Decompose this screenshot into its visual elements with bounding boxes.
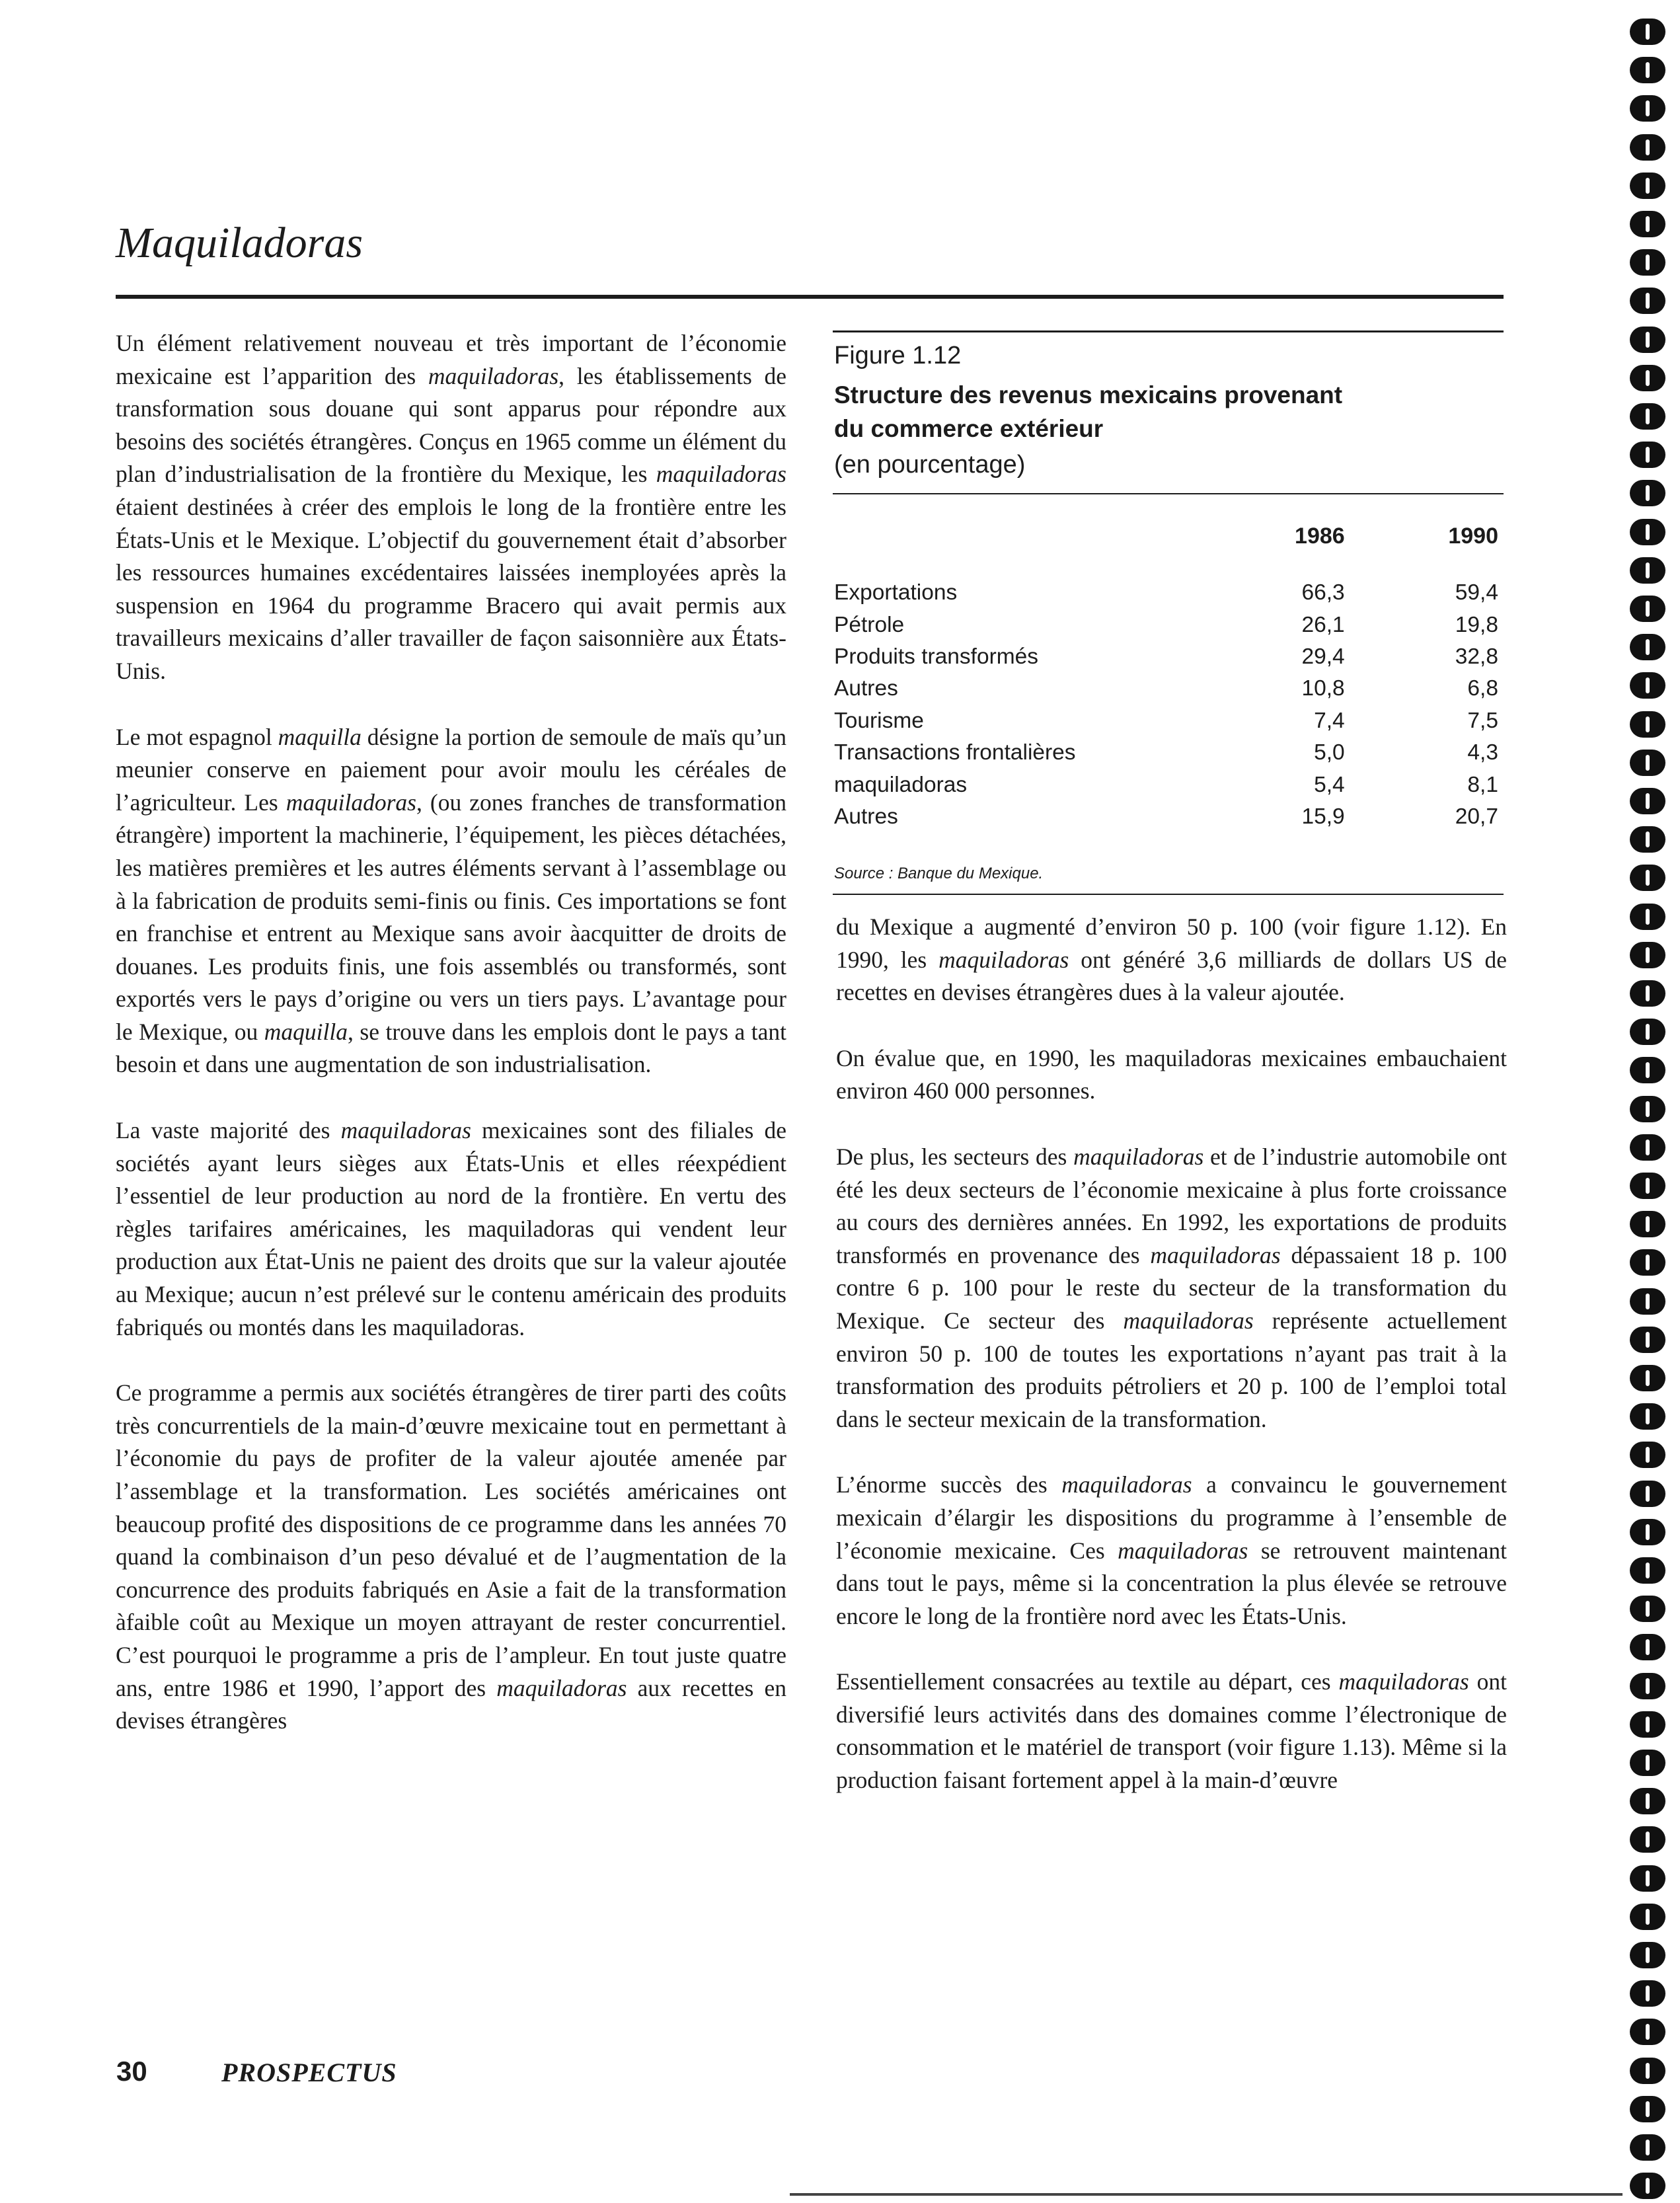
binding-hole	[1630, 942, 1665, 968]
figure-source: Source : Banque du Mexique.	[834, 865, 1044, 882]
binding-hole	[1630, 1442, 1665, 1468]
binding-hole	[1630, 1557, 1665, 1584]
binding-hole	[1630, 2058, 1665, 2084]
figure-rule-top	[833, 330, 1504, 332]
value-1986: 7,4	[1314, 708, 1345, 733]
binding-hole	[1630, 2019, 1665, 2045]
figure-table	[834, 523, 1498, 833]
binding-hole	[1630, 2096, 1665, 2122]
row-label: Autres	[834, 804, 898, 829]
binding-hole	[1630, 1134, 1665, 1161]
value-1990: 59,4	[1455, 580, 1498, 605]
table-header-row	[834, 523, 1498, 560]
paragraph: Le mot espagnol maquilla désigne la portion de semoule de maïs qu’un meunier conserve en paiement pour avoir moulu les céréales de l’agriculteur. Les maquiladoras, (ou zones franches de transformation étrangère) importent la machinerie, l’équipement, les pièces détachées, les matières premières et les autres éléments servant à l’assemblage ou à la fabrication de produits semi-finis ou finis. Ces importations se font en franchise et entrent au Mexique sans avoir àacquitter de droits de douanes. Les produits finis, une fois assemblés ou transformés, sont exportés vers le pays d’origine ou vers un tiers pays. L’avantage pour le Mexique, ou maquilla, se trouve dans les emplois dont le pays a tant besoin et dans une augmentation de son industrialisation.	[116, 723, 787, 1078]
table-body	[834, 560, 1498, 833]
binding-hole	[1630, 1519, 1665, 1545]
figure-rule-bottom	[833, 894, 1504, 895]
figure-label: Figure 1.12	[834, 342, 962, 369]
value-1986: 5,4	[1314, 772, 1345, 797]
binding-hole	[1630, 403, 1665, 430]
binding-hole	[1630, 1288, 1665, 1315]
binding-hole	[1630, 1865, 1665, 1892]
binding-hole	[1630, 1826, 1665, 1853]
binding-hole	[1630, 1019, 1665, 1045]
binding-hole	[1630, 711, 1665, 738]
binding-hole	[1630, 826, 1665, 853]
binding-hole	[1630, 365, 1665, 391]
binding-hole	[1630, 1481, 1665, 1507]
binding-hole	[1630, 1788, 1665, 1814]
value-1986: 5,0	[1314, 740, 1345, 765]
row-label: Transactions frontalières	[834, 740, 1076, 765]
title-rule	[116, 295, 1504, 299]
table-row	[834, 801, 1498, 833]
value-1990: 19,8	[1455, 612, 1498, 637]
binding-hole	[1630, 980, 1665, 1007]
binding-holes	[1630, 0, 1669, 2203]
row-label: Pétrole	[834, 612, 905, 637]
binding-hole	[1630, 1634, 1665, 1660]
binding-hole	[1630, 1057, 1665, 1083]
binding-hole	[1630, 1942, 1665, 1968]
value-1990: 4,3	[1467, 740, 1498, 765]
table-row	[834, 737, 1498, 769]
binding-hole	[1630, 249, 1665, 276]
row-label: Exportations	[834, 580, 958, 605]
header-blank	[834, 523, 1181, 560]
binding-hole	[1630, 1211, 1665, 1237]
page-edge-line	[790, 2193, 1623, 2196]
binding-hole	[1630, 95, 1665, 122]
value-1986: 15,9	[1301, 804, 1345, 829]
page-title: Maquiladoras	[116, 219, 363, 267]
value-1990: 6,8	[1467, 676, 1498, 701]
row-label: Tourisme	[834, 708, 924, 733]
figure-title	[834, 378, 1502, 445]
table-row	[834, 673, 1498, 705]
table-row	[834, 769, 1498, 800]
figure-title-line: Structure des revenus mexicains provenant	[834, 381, 1343, 408]
binding-hole	[1630, 327, 1665, 353]
binding-hole	[1630, 596, 1665, 622]
binding-hole	[1630, 480, 1665, 506]
binding-hole	[1630, 557, 1665, 584]
value-1990: 20,7	[1455, 804, 1498, 829]
binding-hole	[1630, 1249, 1665, 1276]
row-label: maquiladoras	[834, 772, 968, 797]
binding-hole	[1630, 1173, 1665, 1199]
value-1990: 8,1	[1467, 772, 1498, 797]
binding-hole	[1630, 1904, 1665, 1930]
column-header: 1990	[1448, 523, 1498, 549]
binding-hole	[1630, 1403, 1665, 1430]
binding-hole	[1630, 2173, 1665, 2199]
binding-hole	[1630, 134, 1665, 161]
binding-hole	[1630, 1096, 1665, 1122]
table-row	[834, 641, 1498, 673]
binding-hole	[1630, 672, 1665, 699]
binding-hole	[1630, 519, 1665, 545]
paragraph: De plus, les secteurs des maquiladoras et de l’industrie automobile ont été les deux secteurs de l’économie mexicaine à plus forte croissance au cours des dernières années. En 1992, les exportations de produits transformés en provenance des maquiladoras dépassaient 18 p. 100 contre 6 p. 100 pour le reste du secteur de la transformation du Mexique. Ce secteur des maquiladoras représente actuellement environ 50 p. 100 de toutes les exportations n’ayant pas trait à la transformation des produits pétroliers et 20 p. 100 de l’emploi total dans le secteur mexicain de la transformation.	[836, 1143, 1507, 1432]
binding-hole	[1630, 442, 1665, 468]
page-number: 30	[116, 2056, 147, 2087]
binding-hole	[1630, 57, 1665, 83]
binding-hole	[1630, 904, 1665, 930]
right-column	[836, 911, 1507, 1830]
value-1986: 29,4	[1301, 644, 1345, 669]
value-1990: 7,5	[1467, 708, 1498, 733]
value-1986: 26,1	[1301, 612, 1345, 637]
column-header: 1986	[1295, 523, 1345, 549]
binding-hole	[1630, 1711, 1665, 1738]
binding-hole	[1630, 1327, 1665, 1353]
paragraph: du Mexique a augmenté d’environ 50 p. 100 (voir figure 1.12). En 1990, les maquiladoras ont généré 3,6 milliards de dollars US de recettes en devises étrangères dues à la valeur ajoutée.	[836, 913, 1507, 1006]
binding-hole	[1630, 1673, 1665, 1699]
binding-hole	[1630, 1596, 1665, 1622]
binding-hole	[1630, 211, 1665, 237]
binding-hole	[1630, 865, 1665, 891]
value-1986: 66,3	[1301, 580, 1345, 605]
paragraph: Un élément relativement nouveau et très important de l’économie mexicaine est l’apparition des maquiladoras, les établissements de transformation sous douane qui sont apparus pour répondre aux besoins des sociétés étrangères. Conçus en 1965 comme un élément du plan d’industrialisation de la frontière du Mexique, les maquiladoras étaient destinées à créer des emplois le long de la frontière entre les États-Unis et le Mexique. L’objectif du gouvernement était d’absorber les ressources humaines excédentaires laissées inemployées après la suspension en 1964 du programme Bracero qui avait permis aux travailleurs mexicains d’aller travailler de façon saisonnière aux États-Unis.	[116, 330, 787, 684]
paragraph: La vaste majorité des maquiladoras mexicaines sont des filiales de sociétés ayant leurs sièges aux États-Unis et elles réexpédient l’essentiel de leur production au nord de la frontière. En vertu des règles tarifaires américaines, les maquiladoras qui vendent leur production aux État-Unis ne paient des droits que sur la valeur ajoutée au Mexique; aucun n’est prélevé sur le contenu américain des produits fabriqués ou montés dans les maquiladoras.	[116, 1117, 786, 1340]
binding-hole	[1630, 173, 1665, 199]
figure-rule-mid	[833, 493, 1504, 494]
row-label: Produits transformés	[834, 644, 1039, 669]
binding-hole	[1630, 19, 1665, 45]
binding-hole	[1630, 1365, 1665, 1391]
table-row	[834, 609, 1498, 640]
binding-hole	[1630, 2134, 1665, 2161]
row-label: Autres	[834, 676, 898, 701]
prospectus-logo: PROSPECTUS	[221, 2058, 397, 2087]
paragraph: L’énorme succès des maquiladoras a convaincu le gouvernement mexicain d’élargir les dispositions du programme à l’ensemble de l’économie mexicaine. Ces maquiladoras se retrouvent maintenant dans tout le pays, même si la concentration la plus élevée se retrouve encore le long de la frontière nord avec les États-Unis.	[836, 1471, 1508, 1629]
value-1986: 10,8	[1301, 676, 1345, 701]
value-1990: 32,8	[1455, 644, 1498, 669]
table-row	[834, 705, 1498, 737]
binding-hole	[1630, 750, 1665, 776]
binding-hole	[1630, 288, 1665, 314]
paragraph: On évalue que, en 1990, les maquiladoras mexicaines embauchaient environ 460 000 personnes.	[836, 1044, 1507, 1104]
figure-title-line: du commerce extérieur	[834, 415, 1104, 442]
paragraph: Ce programme a permis aux sociétés étrangères de tirer parti des coûts très concurrentiels de la main-d’œuvre mexicaine tout en permettant à l’économie du pays de profiter de la valeur ajoutée amenée par l’assemblage et la transformation. Les sociétés américaines ont beaucoup profité des dispositions de ce programme dans les années 70 quand la combinaison d’un peso dévalué et de l’augmentation de la concurrence des produits fabriqués en Asie a fait de la transformation àfaible coût au Mexique un moyen attrayant de rester concurrentiel. C’est pourquoi le programme a pris de l’ampleur. En tout juste quatre ans, entre 1986 et 1990, l’apport des maquiladoras aux recettes en devises étrangères	[116, 1379, 786, 1734]
binding-hole	[1630, 1750, 1665, 1776]
figure-unit: (en pourcentage)	[834, 451, 1026, 479]
left-column	[116, 327, 786, 1771]
binding-hole	[1630, 1980, 1665, 2007]
binding-hole	[1630, 788, 1665, 814]
table-row	[834, 577, 1498, 609]
paragraph: Essentiellement consacrées au textile au départ, ces maquiladoras ont diversifié leurs activités dans des domaines comme l’électronique de consommation et le matériel de transport (voir figure 1.13). Même si la production faisant fortement appel à la main-d’œuvre	[836, 1668, 1507, 1794]
binding-hole	[1630, 634, 1665, 660]
